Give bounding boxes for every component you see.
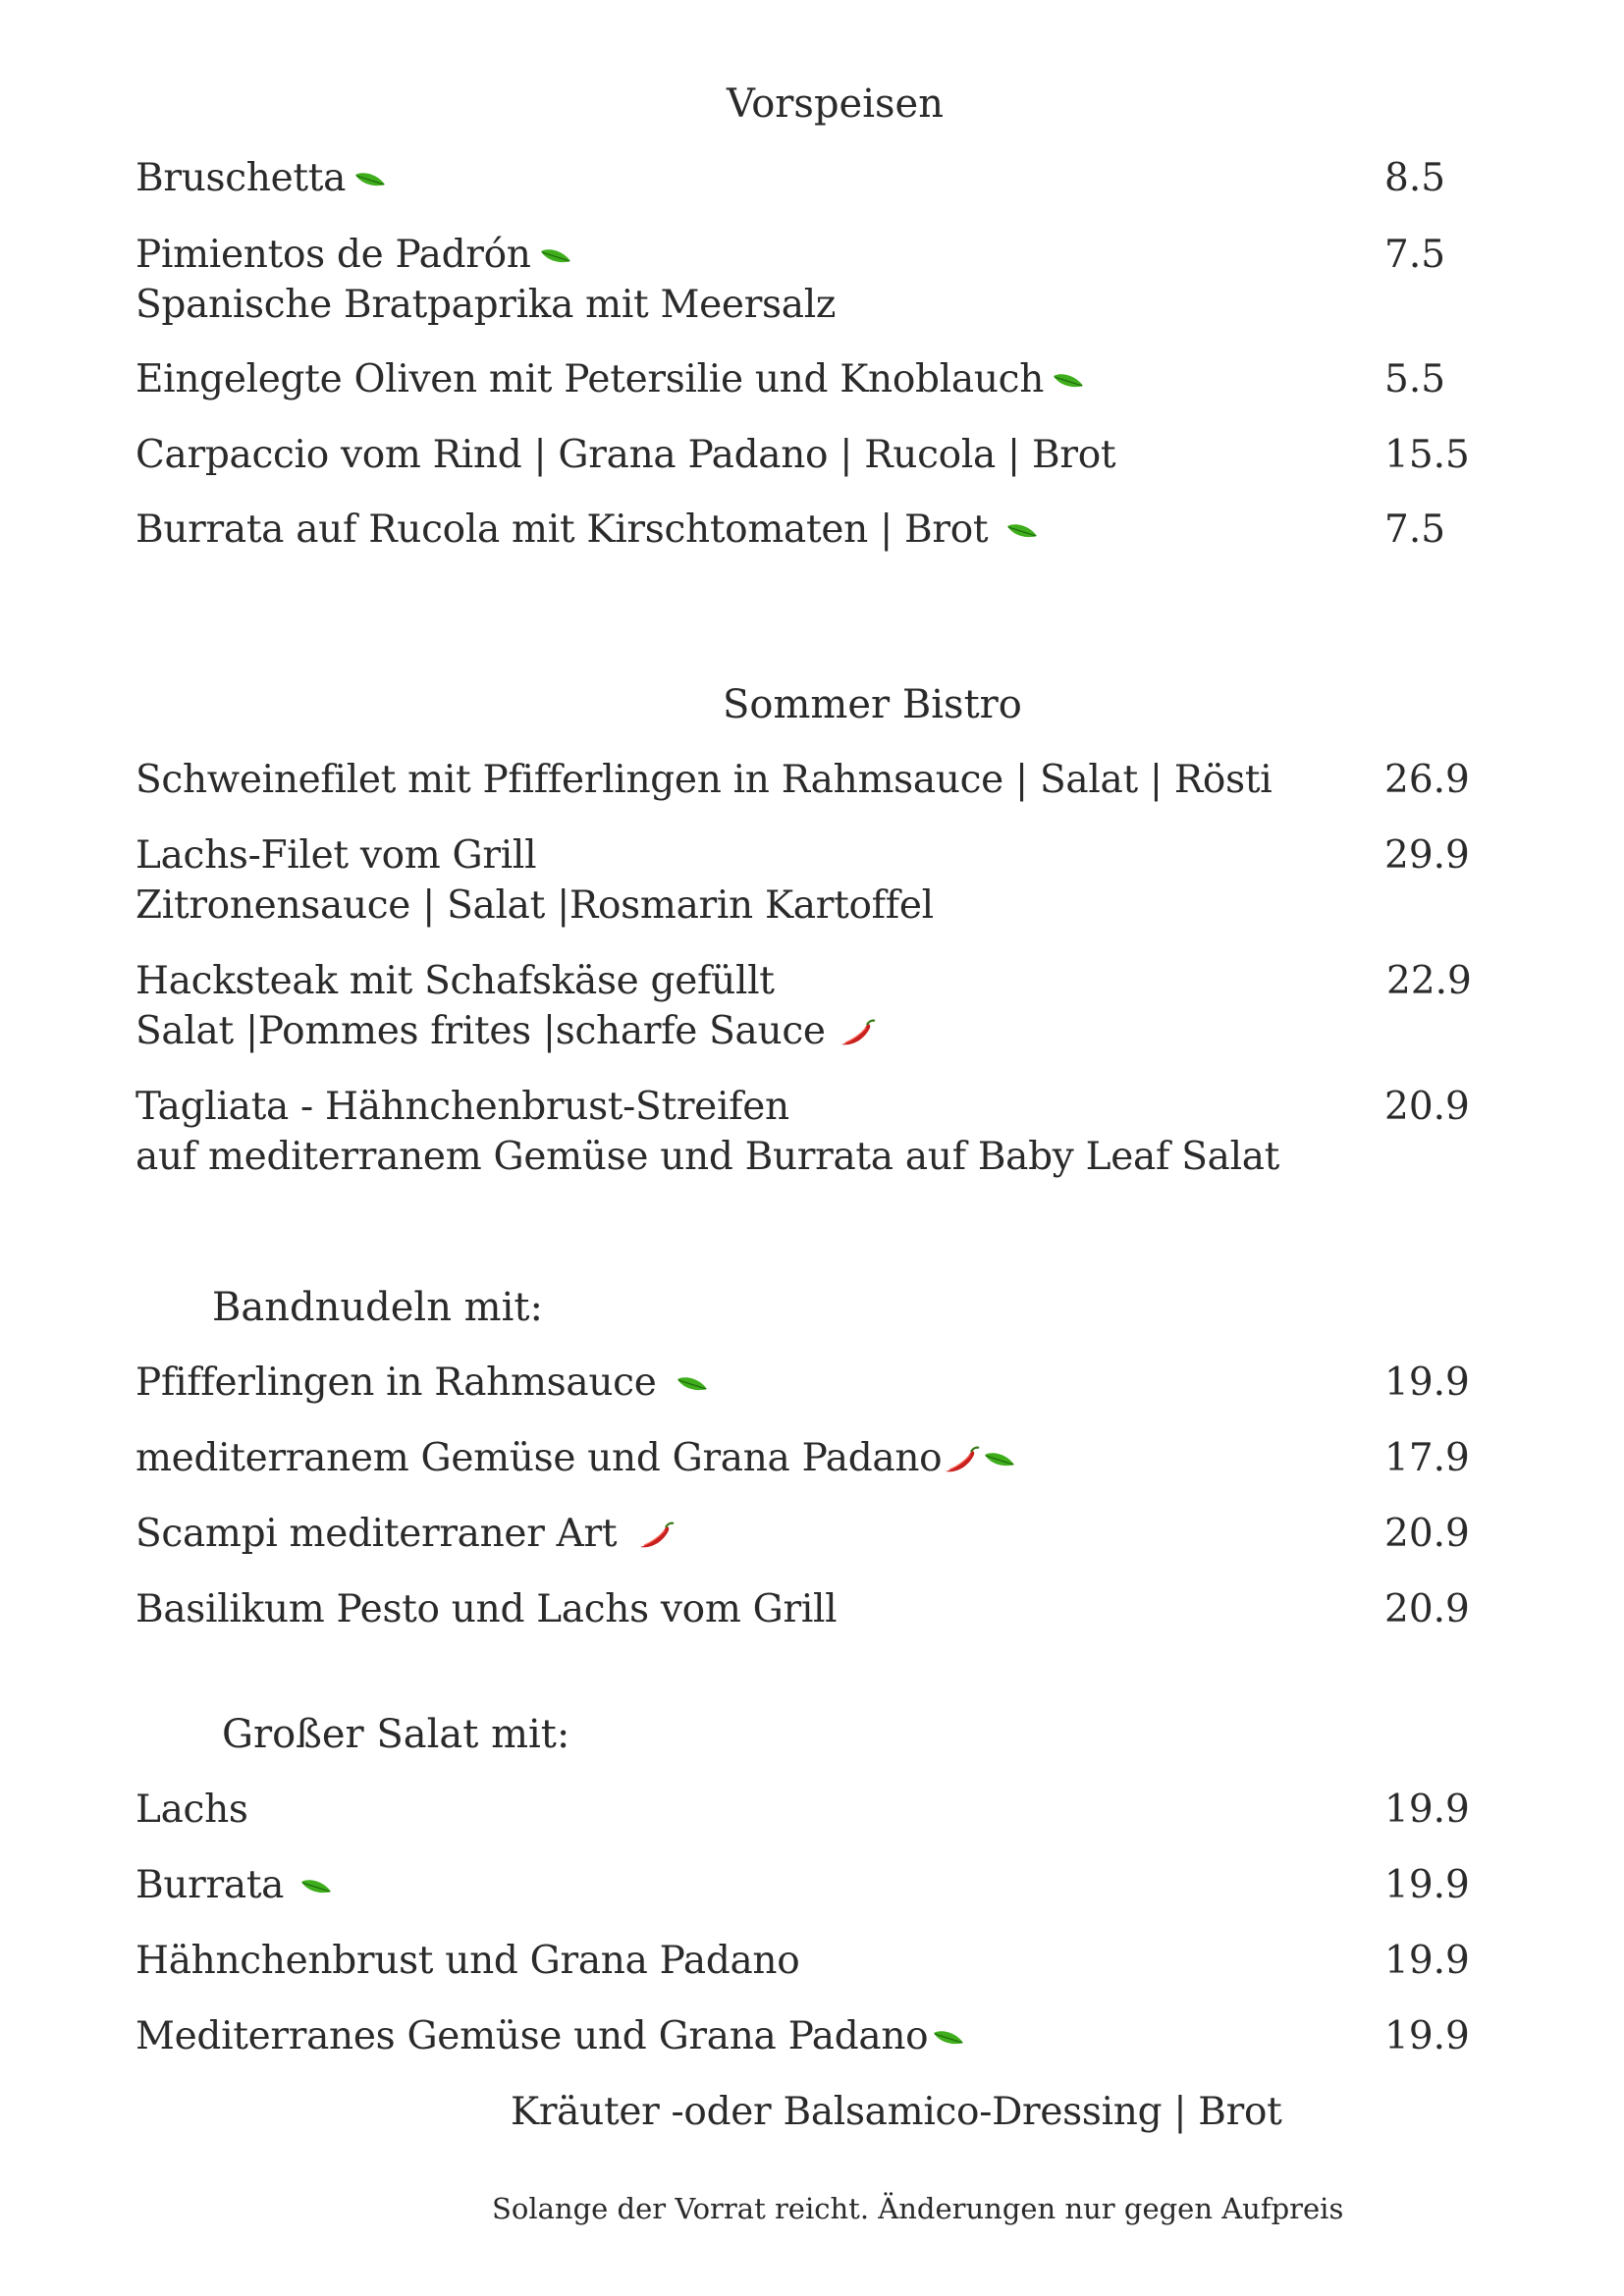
- menu-item-pesto-lachs: Basilikum Pesto und Lachs vom Grill: [135, 1587, 838, 1631]
- leaf-icon: [1005, 522, 1039, 542]
- item-price: 19.9: [1384, 1361, 1470, 1405]
- item-price: 15.5: [1384, 433, 1470, 477]
- leaf-icon: [1052, 372, 1085, 392]
- item-price: 20.9: [1384, 1085, 1470, 1129]
- item-price: 19.9: [1384, 1939, 1470, 1983]
- item-price: 8.5: [1384, 156, 1446, 200]
- item-price: 19.9: [1384, 1788, 1470, 1832]
- item-description-text: Salat |Pommes frites |scharfe Sauce: [135, 1009, 826, 1053]
- item-price: 7.5: [1384, 507, 1446, 552]
- leaf-icon: [353, 171, 387, 190]
- menu-item-bruschetta: [135, 156, 387, 200]
- item-price: 5.5: [1384, 357, 1446, 401]
- section-title-vorspeisen: Vorspeisen: [727, 81, 944, 127]
- menu-item-oliven: [135, 357, 1085, 401]
- menu-item-salat-burrata: [135, 1863, 333, 1907]
- item-name: Eingelegte Oliven mit Petersilie und Knoblauch: [135, 357, 1045, 401]
- item-description: Zitronensauce | Salat |Rosmarin Kartoffel: [135, 883, 934, 928]
- item-price: 22.9: [1386, 959, 1472, 1003]
- item-name: Burrata auf Rucola mit Kirschtomaten | Brot: [135, 507, 989, 552]
- item-description: [135, 1009, 877, 1053]
- menu-item-salat-gemuese: [135, 2014, 965, 2058]
- menu-item-schweinefilet: Schweinefilet mit Pfifferlingen in Rahmsauce | Salat | Rösti: [135, 758, 1272, 802]
- chili-icon: [636, 1522, 676, 1551]
- item-price: 19.9: [1384, 2014, 1470, 2058]
- item-price: 7.5: [1384, 233, 1446, 277]
- section-title-salat: Großer Salat mit:: [222, 1712, 570, 1757]
- menu-item-burrata: [135, 507, 1039, 552]
- menu-item-salat-haehnchen: Hähnchenbrust und Grana Padano: [135, 1939, 800, 1983]
- chili-icon: [942, 1446, 981, 1475]
- dressing-note: Kräuter -oder Balsamico-Dressing | Brot: [511, 2090, 1282, 2134]
- item-description: auf mediterranem Gemüse und Burrata auf Baby Leaf Salat: [135, 1135, 1280, 1179]
- menu-item-hacksteak: Hacksteak mit Schafskäse gefüllt: [135, 959, 775, 1003]
- item-name: Scampi mediterraner Art: [135, 1512, 618, 1556]
- item-name: Mediterranes Gemüse und Grana Padano: [135, 2014, 929, 2058]
- menu-item-pfifferlingen: [135, 1361, 709, 1405]
- menu-item-carpaccio: Carpaccio vom Rind | Grana Padano | Rucola | Brot: [135, 433, 1116, 477]
- item-name: mediterranem Gemüse und Grana Padano: [135, 1436, 943, 1480]
- menu-item-pimientos: [135, 233, 572, 277]
- leaf-icon: [932, 2029, 965, 2049]
- item-price: 20.9: [1384, 1587, 1470, 1631]
- menu-item-mediterranem: [135, 1436, 1016, 1480]
- item-price: 29.9: [1384, 833, 1470, 878]
- menu-item-scampi: [135, 1512, 676, 1556]
- item-price: 17.9: [1384, 1436, 1470, 1480]
- item-name: Bruschetta: [135, 156, 347, 200]
- item-price: 20.9: [1384, 1512, 1470, 1556]
- menu-item-salat-lachs: Lachs: [135, 1788, 248, 1832]
- chili-icon: [838, 1019, 877, 1048]
- item-name: Pfifferlingen in Rahmsauce: [135, 1361, 657, 1405]
- leaf-icon: [983, 1451, 1016, 1470]
- item-name: Pimientos de Padrón: [135, 233, 531, 277]
- item-price: 26.9: [1384, 758, 1470, 802]
- section-title-bistro: Sommer Bistro: [723, 682, 1022, 727]
- item-name: Burrata: [135, 1863, 285, 1907]
- section-title-bandnudeln: Bandnudeln mit:: [212, 1285, 543, 1330]
- item-price: 19.9: [1384, 1863, 1470, 1907]
- menu-item-lachs-filet: Lachs-Filet vom Grill: [135, 833, 537, 878]
- menu-item-tagliata: Tagliata - Hähnchenbrust-Streifen: [135, 1085, 789, 1129]
- leaf-icon: [676, 1375, 709, 1395]
- leaf-icon: [539, 247, 572, 267]
- item-description: Spanische Bratpaprika mit Meersalz: [135, 283, 837, 327]
- leaf-icon: [299, 1878, 333, 1897]
- footer-note: Solange der Vorrat reicht. Änderungen nur gegen Aufpreis: [492, 2192, 1344, 2225]
